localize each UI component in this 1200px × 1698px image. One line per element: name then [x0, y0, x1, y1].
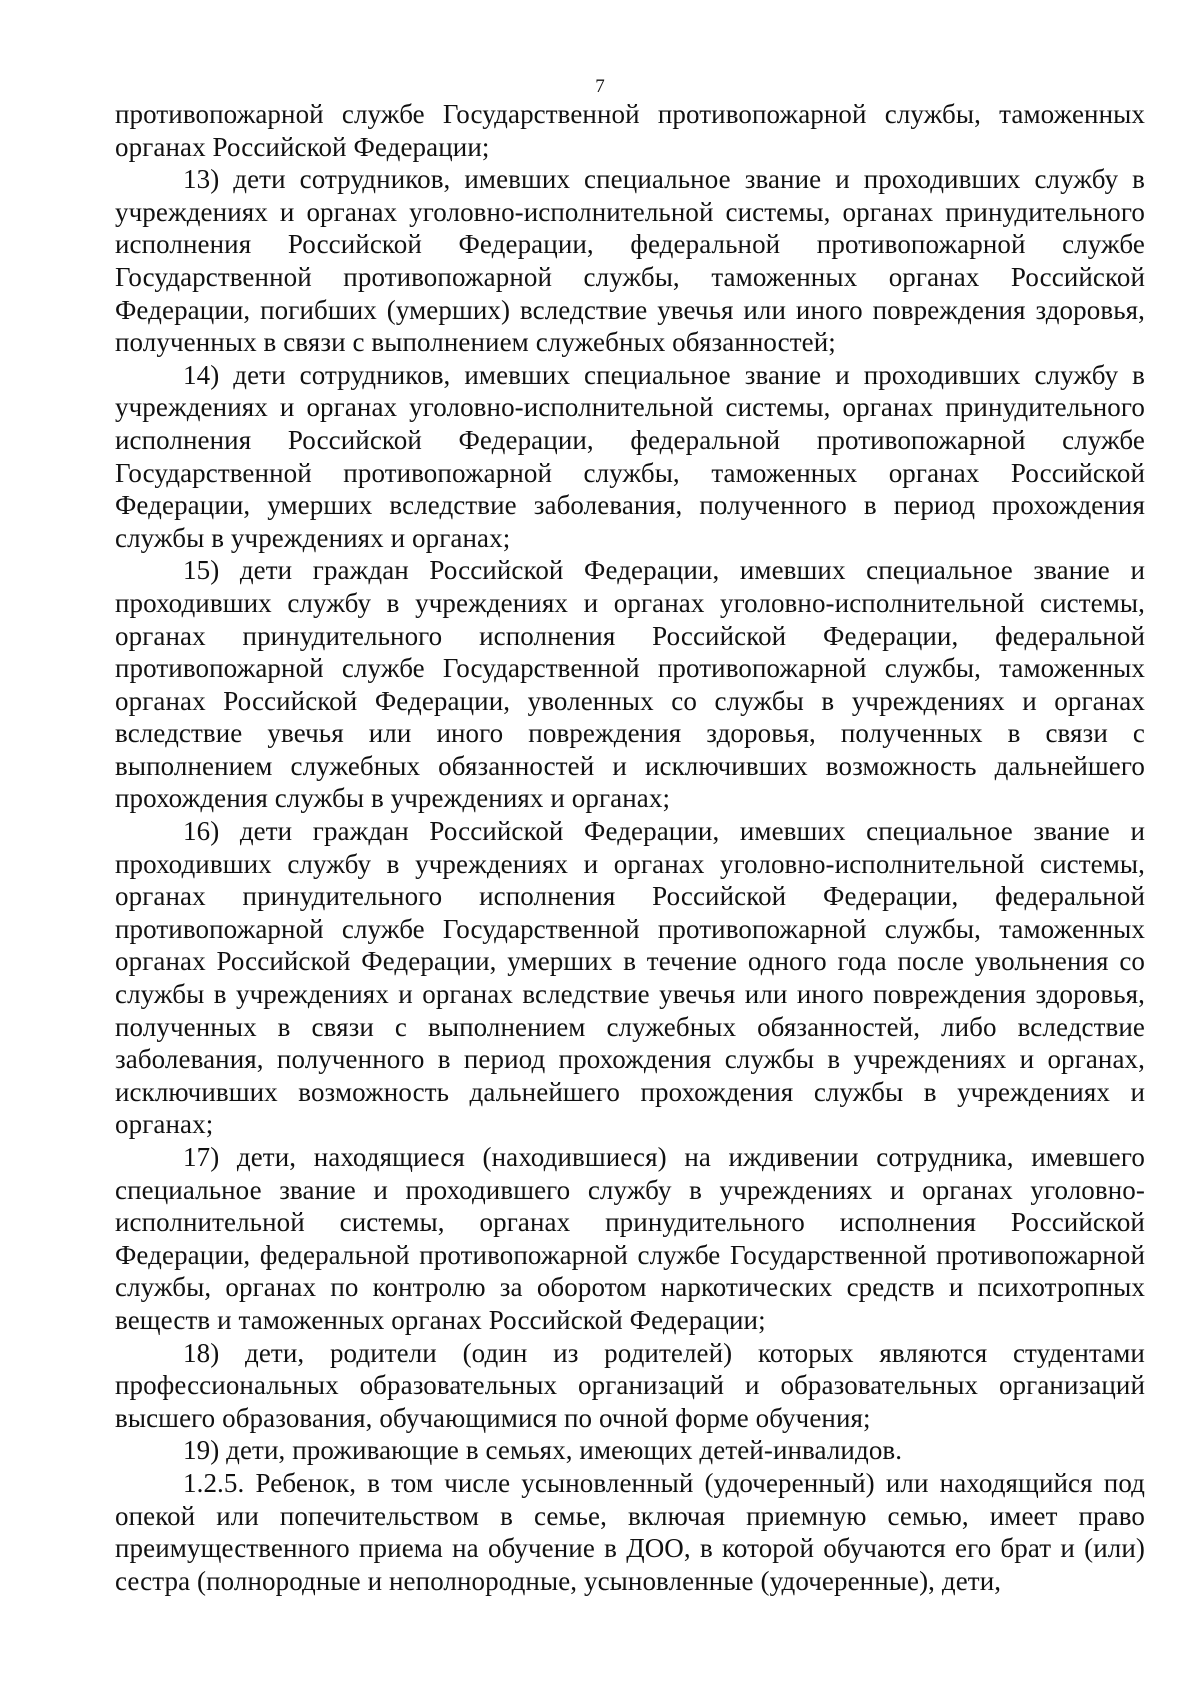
paragraph-section-1-2-5: 1.2.5. Ребенок, в том числе усыновленный (удочеренный) или находящийся под опекой или попечительством в семье, включая приемную семью, имеет право преимущественного приема на обучение в ДОО, в которой обучаются его брат и (или) сестра (полнородные и неполнородные, усыновленные (удочеренные), дети, — [115, 1467, 1145, 1596]
paragraph-item-14: 14) дети сотрудников, имевших специальное звание и проходивших службу в учреждениях и органах уголовно-исполнительной системы, органах принудительного исполнения Российской Федерации, федеральной противопожарной службе Государственной противопожарной службы, таможенных органах Российской Федерации, умерших вследствие заболевания, полученного в период прохождения службы в учреждениях и органах; — [115, 359, 1145, 553]
paragraph-item-17: 17) дети, находящиеся (находившиеся) на иждивении сотрудника, имевшего специальное звание и проходившего службу в учреждениях и органах уголовно-исполнительной системы, органах принудительного исполнения Российской Федерации, федеральной противопожарной службе Государственной противопожарной службы, органах по контролю за оборотом наркотических средств и психотропных веществ и таможенных органах Российской Федерации; — [115, 1142, 1145, 1335]
paragraph-continuation: противопожарной службе Государственной противопожарной службы, таможенных органах Российской Федерации; — [115, 99, 1145, 162]
page-number: 7 — [595, 76, 605, 97]
paragraph-item-19: 19) дети, проживающие в семьях, имеющих детей-инвалидов. — [183, 1435, 903, 1466]
paragraph-item-15: 15) дети граждан Российской Федерации, имевших специальное звание и проходивших службу в учреждениях и органах уголовно-исполнительной системы, органах принудительного исполнения Российской Федерации, федеральной противопожарной службе Государственной противопожарной службы, таможенных органах Российской Федерации, уволенных со службы в учреждениях и органах вследствие увечья или иного повреждения здоровья, полученных в связи с выполнением служебных обязанностей и исключивших возможность дальнейшего прохождения службы в учреждениях и органах; — [115, 555, 1145, 814]
paragraph-item-13: 13) дети сотрудников, имевших специальное звание и проходивших службу в учреждениях и органах уголовно-исполнительной системы, органах принудительного исполнения Российской Федерации, федеральной противопожарной службе Государственной противопожарной службы, таможенных органах Российской Федерации, погибших (умерших) вследствие увечья или иного повреждения здоровья, полученных в связи с выполнением служебных обязанностей; — [115, 164, 1145, 358]
paragraph-item-16: 16) дети граждан Российской Федерации, имевших специальное звание и проходивших службу в учреждениях и органах уголовно-исполнительной системы, органах принудительного исполнения Российской Федерации, федеральной противопожарной службе Государственной противопожарной службы, таможенных органах Российской Федерации, умерших в течение одного года после увольнения со службы в учреждениях и органах вследствие увечья или иного повреждения здоровья, полученных в связи с выполнением служебных обязанностей, либо вследствие заболевания, полученного в период прохождения службы в учреждениях и органах, исключивших возможность дальнейшего прохождения службы в учреждениях и органах; — [115, 816, 1145, 1140]
paragraph-item-18: 18) дети, родители (один из родителей) которых являются студентами профессиональных образовательных организаций и образовательных организаций высшего образования, обучающимися по очной форме обучения; — [115, 1337, 1145, 1433]
document-body — [115, 98, 1145, 1597]
